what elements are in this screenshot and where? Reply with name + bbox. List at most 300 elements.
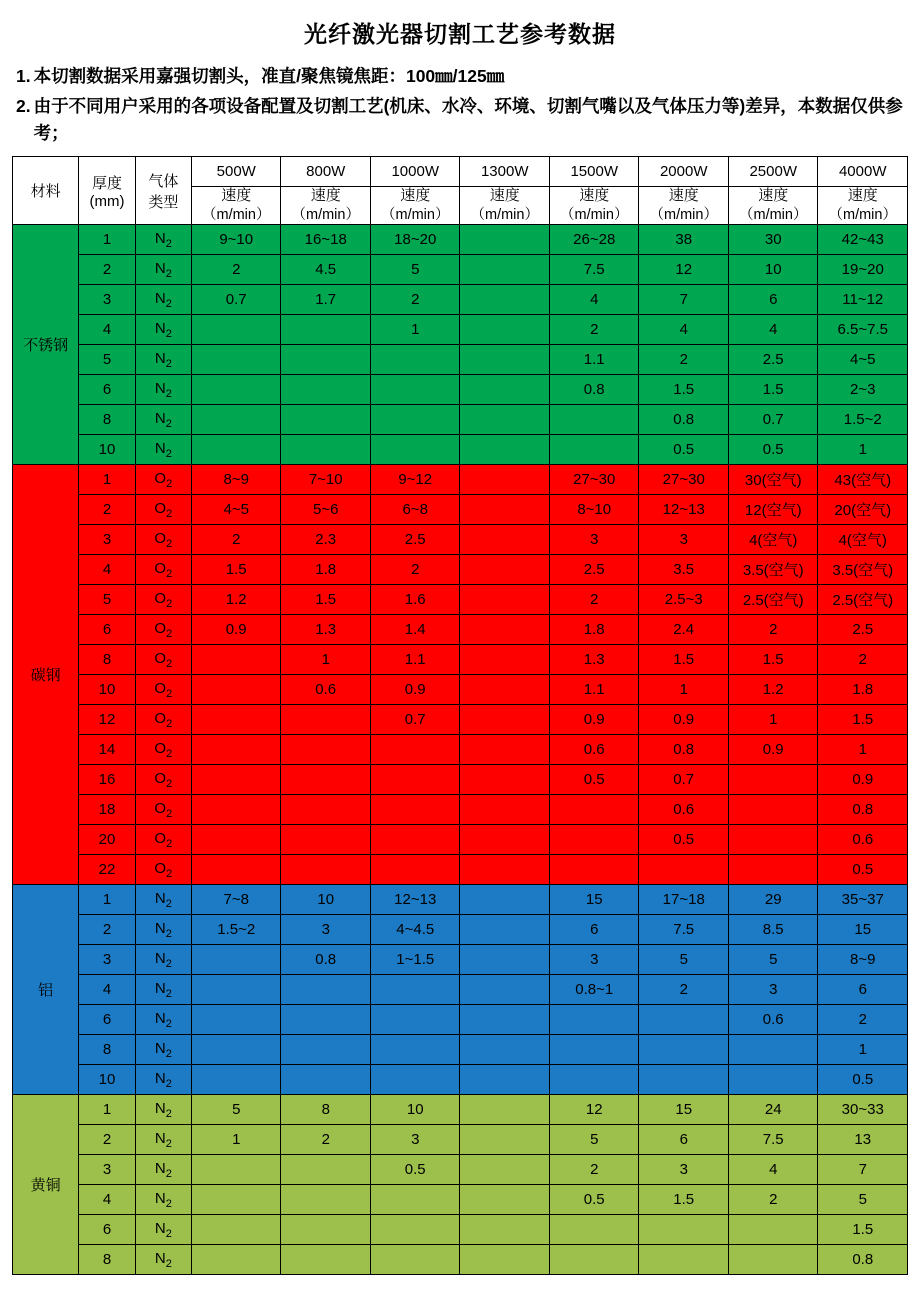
speed-cell — [370, 1185, 460, 1215]
speed-cell: 7.5 — [549, 255, 639, 285]
speed-cell — [460, 225, 550, 255]
speed-cell — [191, 825, 281, 855]
speed-cell: 1 — [728, 705, 818, 735]
gas-type-cell: $N_2$ — [135, 345, 191, 375]
speed-cell — [191, 765, 281, 795]
speed-cell: 3.5(空气) — [818, 555, 908, 585]
speed-cell: 13 — [818, 1125, 908, 1155]
speed-cell — [460, 765, 550, 795]
speed-cell: 7 — [818, 1155, 908, 1185]
header-speed-2500w — [728, 187, 818, 225]
speed-cell: 0.6 — [728, 1005, 818, 1035]
table-row — [13, 315, 908, 345]
speed-cell — [370, 735, 460, 765]
speed-cell: 1 — [191, 1125, 281, 1155]
speed-cell: 0.9 — [728, 735, 818, 765]
header-thickness-line1: 厚度 — [92, 174, 123, 192]
speed-unit: （m/min） — [828, 207, 897, 224]
table-row — [13, 645, 908, 675]
speed-cell — [639, 1065, 729, 1095]
speed-cell — [639, 855, 729, 885]
speed-label: 速度 — [400, 187, 431, 205]
thickness-cell: 12 — [79, 705, 135, 735]
table-row — [13, 225, 908, 255]
speed-cell: 1.7 — [281, 285, 371, 315]
speed-cell: 1.6 — [370, 585, 460, 615]
speed-cell — [460, 705, 550, 735]
speed-cell — [281, 1065, 371, 1095]
table-row — [13, 615, 908, 645]
header-speed-500w — [191, 187, 281, 225]
speed-cell: 2.5(空气) — [728, 585, 818, 615]
thickness-cell: 20 — [79, 825, 135, 855]
thickness-cell: 22 — [79, 855, 135, 885]
header-power-2000w: 2000W — [639, 157, 729, 187]
speed-cell — [460, 795, 550, 825]
speed-cell: 1.5 — [281, 585, 371, 615]
thickness-cell: 6 — [79, 375, 135, 405]
speed-unit: （m/min） — [201, 207, 271, 224]
header-speed-1500w — [549, 187, 639, 225]
speed-cell: 0.9 — [370, 675, 460, 705]
table-row — [13, 465, 908, 495]
speed-cell: 8.5 — [728, 915, 818, 945]
speed-cell — [191, 975, 281, 1005]
speed-cell — [549, 855, 639, 885]
speed-cell — [191, 315, 281, 345]
speed-cell — [728, 765, 818, 795]
speed-cell: 2.5 — [728, 345, 818, 375]
speed-cell — [728, 825, 818, 855]
speed-cell — [281, 975, 371, 1005]
table-header — [13, 157, 908, 225]
note-2 — [16, 93, 908, 147]
speed-cell — [281, 765, 371, 795]
speed-cell — [191, 405, 281, 435]
speed-cell — [728, 1215, 818, 1245]
gas-type-cell: $N_2$ — [135, 1095, 191, 1125]
speed-cell: 3 — [639, 1155, 729, 1185]
speed-cell — [460, 1065, 550, 1095]
speed-cell: 4~5 — [191, 495, 281, 525]
speed-cell — [370, 375, 460, 405]
speed-cell: 1 — [281, 645, 371, 675]
speed-cell — [460, 555, 550, 585]
speed-cell — [728, 855, 818, 885]
speed-cell: 42~43 — [818, 225, 908, 255]
gas-type-cell: $N_2$ — [135, 255, 191, 285]
speed-cell: 3 — [728, 975, 818, 1005]
speed-cell: 2~3 — [818, 375, 908, 405]
speed-cell: 5 — [549, 1125, 639, 1155]
thickness-cell: 10 — [79, 675, 135, 705]
table-row — [13, 1095, 908, 1125]
speed-cell: 20(空气) — [818, 495, 908, 525]
speed-cell: 1.1 — [549, 345, 639, 375]
speed-cell: 12 — [549, 1095, 639, 1125]
speed-cell: 2 — [818, 645, 908, 675]
table-row — [13, 1185, 908, 1215]
speed-cell — [460, 255, 550, 285]
speed-cell — [639, 1005, 729, 1035]
speed-cell: 2 — [728, 615, 818, 645]
speed-cell: 12~13 — [639, 495, 729, 525]
speed-unit: （m/min） — [738, 207, 808, 224]
gas-type-cell: $O_2$ — [135, 555, 191, 585]
speed-cell: 6 — [728, 285, 818, 315]
table-row — [13, 1125, 908, 1155]
speed-cell — [460, 885, 550, 915]
speed-cell: 1.5 — [728, 645, 818, 675]
speed-cell: 3.5(空气) — [728, 555, 818, 585]
thickness-cell: 5 — [79, 345, 135, 375]
speed-cell — [460, 525, 550, 555]
table-row — [13, 945, 908, 975]
speed-cell: 26~28 — [549, 225, 639, 255]
speed-cell — [460, 285, 550, 315]
speed-cell: 7~10 — [281, 465, 371, 495]
table-header-row-power — [13, 157, 908, 187]
speed-cell: 11~12 — [818, 285, 908, 315]
speed-cell — [370, 795, 460, 825]
speed-cell: 0.6 — [281, 675, 371, 705]
speed-cell — [460, 855, 550, 885]
speed-cell — [191, 735, 281, 765]
thickness-cell: 6 — [79, 1005, 135, 1035]
header-speed-1000w — [370, 187, 460, 225]
thickness-cell: 1 — [79, 885, 135, 915]
speed-cell: 30~33 — [818, 1095, 908, 1125]
header-speed-800w — [281, 187, 371, 225]
header-speed-4000w — [818, 187, 908, 225]
speed-cell — [639, 1245, 729, 1275]
speed-cell — [460, 1245, 550, 1275]
speed-cell: 6 — [818, 975, 908, 1005]
speed-cell — [460, 615, 550, 645]
speed-cell: 4~5 — [818, 345, 908, 375]
speed-cell — [460, 465, 550, 495]
gas-type-cell: $N_2$ — [135, 435, 191, 465]
speed-cell: 1 — [818, 1035, 908, 1065]
speed-cell — [281, 1155, 371, 1185]
speed-cell — [281, 1215, 371, 1245]
speed-cell: 4~4.5 — [370, 915, 460, 945]
speed-cell: 3 — [549, 945, 639, 975]
gas-type-cell: $O_2$ — [135, 675, 191, 705]
speed-cell: 0.8 — [818, 1245, 908, 1275]
table-row — [13, 585, 908, 615]
speed-cell — [460, 345, 550, 375]
speed-cell — [639, 1215, 729, 1245]
speed-cell — [191, 1245, 281, 1275]
speed-cell: 4 — [728, 1155, 818, 1185]
speed-cell: 6~8 — [370, 495, 460, 525]
speed-cell: 0.6 — [639, 795, 729, 825]
speed-cell: 1.4 — [370, 615, 460, 645]
speed-cell: 24 — [728, 1095, 818, 1125]
speed-cell: 1.5 — [639, 1185, 729, 1215]
speed-cell: 10 — [728, 255, 818, 285]
note-2-number: 2. — [16, 96, 31, 117]
header-power-500w: 500W — [191, 157, 281, 187]
header-power-1000w: 1000W — [370, 157, 460, 187]
speed-cell: 8~9 — [818, 945, 908, 975]
speed-cell: 0.6 — [818, 825, 908, 855]
speed-cell: 2 — [370, 285, 460, 315]
speed-cell: 0.8 — [549, 375, 639, 405]
speed-cell: 0.7 — [191, 285, 281, 315]
header-gas-line2: 类型 — [148, 193, 179, 211]
table-row — [13, 765, 908, 795]
gas-type-cell: $N_2$ — [135, 285, 191, 315]
speed-cell — [281, 375, 371, 405]
speed-cell: 17~18 — [639, 885, 729, 915]
speed-cell: 15 — [549, 885, 639, 915]
speed-cell — [191, 435, 281, 465]
speed-label: 速度 — [668, 187, 699, 205]
speed-cell: 3 — [370, 1125, 460, 1155]
speed-unit: （m/min） — [559, 207, 629, 224]
speed-cell: 0.5 — [370, 1155, 460, 1185]
speed-cell: 3 — [549, 525, 639, 555]
speed-cell — [370, 1245, 460, 1275]
speed-cell — [191, 795, 281, 825]
speed-label: 速度 — [221, 187, 252, 205]
speed-cell — [460, 825, 550, 855]
gas-type-cell: $N_2$ — [135, 405, 191, 435]
speed-cell: 16~18 — [281, 225, 371, 255]
speed-cell — [460, 675, 550, 705]
speed-cell — [549, 1215, 639, 1245]
speed-unit: （m/min） — [649, 207, 718, 224]
header-power-4000w: 4000W — [818, 157, 908, 187]
speed-cell: 4 — [549, 285, 639, 315]
speed-cell: 5 — [728, 945, 818, 975]
speed-cell — [460, 1185, 550, 1215]
speed-cell: 1.3 — [281, 615, 371, 645]
table-row — [13, 1215, 908, 1245]
thickness-cell: 5 — [79, 585, 135, 615]
speed-cell: 8~9 — [191, 465, 281, 495]
thickness-cell: 3 — [79, 1155, 135, 1185]
speed-cell: 2.5(空气) — [818, 585, 908, 615]
gas-type-cell: $N_2$ — [135, 975, 191, 1005]
gas-type-cell: $N_2$ — [135, 945, 191, 975]
speed-cell: 27~30 — [639, 465, 729, 495]
thickness-cell: 8 — [79, 405, 135, 435]
table-row — [13, 255, 908, 285]
table-row — [13, 735, 908, 765]
gas-type-cell: $O_2$ — [135, 465, 191, 495]
speed-label: 速度 — [579, 187, 610, 205]
speed-cell: 30(空气) — [728, 465, 818, 495]
speed-cell — [460, 915, 550, 945]
gas-type-cell: $N_2$ — [135, 885, 191, 915]
speed-cell: 1.5 — [728, 375, 818, 405]
speed-cell — [191, 945, 281, 975]
speed-cell — [281, 1035, 371, 1065]
speed-cell — [191, 1155, 281, 1185]
cutting-parameters-table — [12, 156, 908, 1275]
speed-cell: 2 — [191, 255, 281, 285]
speed-cell: 0.8 — [281, 945, 371, 975]
speed-cell — [728, 1245, 818, 1275]
speed-cell: 1 — [639, 675, 729, 705]
speed-cell: 2.4 — [639, 615, 729, 645]
gas-type-cell: $O_2$ — [135, 825, 191, 855]
speed-cell — [191, 1065, 281, 1095]
speed-cell: 12 — [639, 255, 729, 285]
speed-cell: 2.5~3 — [639, 585, 729, 615]
speed-cell — [191, 855, 281, 885]
note-2-text: 由于不同用户采用的各项设备配置及切割工艺(机床、水冷、环境、切割气嘴以及气体压力等)差异，本数据仅供参考； — [33, 96, 903, 144]
speed-cell: 0.5 — [818, 1065, 908, 1095]
header-power-2500w: 2500W — [728, 157, 818, 187]
speed-cell: 0.8 — [639, 405, 729, 435]
table-row — [13, 1065, 908, 1095]
speed-cell: 1~1.5 — [370, 945, 460, 975]
speed-cell: 2 — [549, 315, 639, 345]
thickness-cell: 16 — [79, 765, 135, 795]
speed-cell — [460, 1155, 550, 1185]
speed-cell — [370, 1005, 460, 1035]
speed-cell: 1 — [818, 735, 908, 765]
thickness-cell: 18 — [79, 795, 135, 825]
speed-cell: 1.2 — [728, 675, 818, 705]
speed-unit: （m/min） — [380, 207, 450, 224]
speed-cell — [728, 795, 818, 825]
speed-cell — [191, 705, 281, 735]
speed-cell: 7.5 — [728, 1125, 818, 1155]
table-row — [13, 1005, 908, 1035]
speed-cell — [281, 705, 371, 735]
speed-cell: 2 — [728, 1185, 818, 1215]
speed-cell — [460, 435, 550, 465]
thickness-cell: 8 — [79, 1035, 135, 1065]
speed-cell: 1.8 — [281, 555, 371, 585]
speed-cell: 0.9 — [191, 615, 281, 645]
speed-cell — [549, 1245, 639, 1275]
material-name-cell: 铝 — [13, 885, 79, 1095]
speed-cell — [549, 1035, 639, 1065]
thickness-cell: 6 — [79, 1215, 135, 1245]
speed-cell — [639, 1035, 729, 1065]
speed-unit: （m/min） — [291, 207, 360, 224]
speed-cell: 2 — [370, 555, 460, 585]
speed-cell: 6.5~7.5 — [818, 315, 908, 345]
table-row — [13, 885, 908, 915]
speed-cell — [460, 585, 550, 615]
material-name-cell: 不锈钢 — [13, 225, 79, 465]
table-row — [13, 975, 908, 1005]
speed-cell — [460, 975, 550, 1005]
gas-type-cell: $O_2$ — [135, 585, 191, 615]
table-row — [13, 495, 908, 525]
speed-cell: 19~20 — [818, 255, 908, 285]
speed-cell: 7.5 — [639, 915, 729, 945]
gas-type-cell: $N_2$ — [135, 1185, 191, 1215]
speed-cell: 2 — [191, 525, 281, 555]
table-row — [13, 915, 908, 945]
speed-cell: 1.1 — [549, 675, 639, 705]
speed-cell: 5 — [191, 1095, 281, 1125]
speed-cell: 0.5 — [639, 825, 729, 855]
thickness-cell: 3 — [79, 945, 135, 975]
note-1-text: 本切割数据采用嘉强切割头，准直/聚焦镜焦距：100㎜/125㎜ — [33, 66, 505, 86]
speed-cell: 2.3 — [281, 525, 371, 555]
speed-cell — [370, 1035, 460, 1065]
speed-cell — [191, 645, 281, 675]
speed-cell: 8 — [281, 1095, 371, 1125]
speed-cell — [728, 1035, 818, 1065]
note-1 — [16, 63, 908, 90]
speed-cell: 27~30 — [549, 465, 639, 495]
speed-cell: 15 — [818, 915, 908, 945]
speed-cell: 5 — [818, 1185, 908, 1215]
header-power-800w: 800W — [281, 157, 371, 187]
speed-cell — [460, 315, 550, 345]
speed-cell: 0.5 — [728, 435, 818, 465]
speed-cell: 0.7 — [370, 705, 460, 735]
speed-cell — [281, 855, 371, 885]
speed-cell — [281, 735, 371, 765]
speed-cell — [370, 765, 460, 795]
speed-cell: 0.8~1 — [549, 975, 639, 1005]
speed-cell — [281, 345, 371, 375]
speed-cell: 43(空气) — [818, 465, 908, 495]
table-row — [13, 285, 908, 315]
speed-cell: 9~12 — [370, 465, 460, 495]
speed-cell — [370, 855, 460, 885]
speed-cell: 5 — [639, 945, 729, 975]
thickness-cell: 2 — [79, 255, 135, 285]
thickness-cell: 4 — [79, 555, 135, 585]
speed-cell: 2 — [549, 1155, 639, 1185]
speed-cell — [281, 1245, 371, 1275]
note-1-number: 1. — [16, 66, 31, 86]
gas-type-cell: $N_2$ — [135, 915, 191, 945]
speed-cell — [191, 1215, 281, 1245]
speed-unit: （m/min） — [470, 207, 539, 224]
header-power-1300w: 1300W — [460, 157, 550, 187]
speed-cell: 0.9 — [639, 705, 729, 735]
thickness-cell: 1 — [79, 465, 135, 495]
speed-cell — [370, 1065, 460, 1095]
thickness-cell: 2 — [79, 915, 135, 945]
speed-cell: 1.5~2 — [191, 915, 281, 945]
speed-cell — [281, 1185, 371, 1215]
gas-type-cell: $O_2$ — [135, 855, 191, 885]
gas-type-cell: $N_2$ — [135, 225, 191, 255]
speed-cell: 0.9 — [818, 765, 908, 795]
speed-cell — [281, 1005, 371, 1035]
page-title: 光纤激光器切割工艺参考数据 — [304, 21, 616, 47]
speed-cell: 6 — [549, 915, 639, 945]
speed-cell — [460, 495, 550, 525]
speed-cell — [549, 795, 639, 825]
thickness-cell: 1 — [79, 225, 135, 255]
speed-cell — [191, 1185, 281, 1215]
header-thickness-line2: (mm) — [89, 192, 125, 210]
speed-cell: 9~10 — [191, 225, 281, 255]
speed-cell — [370, 825, 460, 855]
speed-cell — [460, 645, 550, 675]
speed-cell: 1 — [818, 435, 908, 465]
speed-cell: 1.2 — [191, 585, 281, 615]
gas-type-cell: $N_2$ — [135, 1215, 191, 1245]
speed-cell: 1.8 — [549, 615, 639, 645]
speed-cell — [191, 345, 281, 375]
